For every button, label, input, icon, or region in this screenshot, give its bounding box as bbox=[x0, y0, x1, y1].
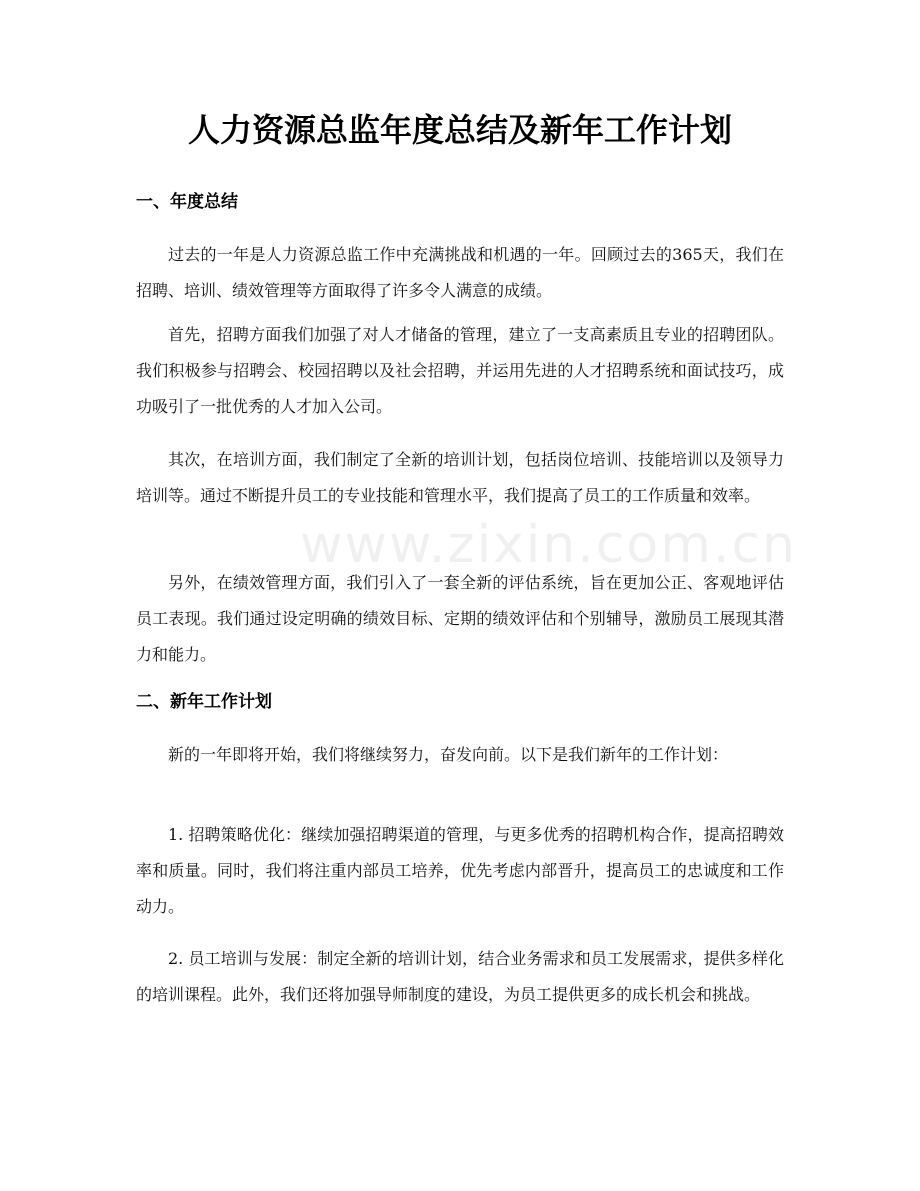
paragraph-plan-intro: 新的一年即将开始，我们将继续努力，奋发向前。以下是我们新年的工作计划： bbox=[168, 745, 729, 764]
paragraph-plan-item-2: 2. 员工培训与发展：制定全新的培训计划，结合业务需求和员工发展需求，提供多样化的培训课程。此外，我们还将加强导师制度的建设，为员工提供更多的成长机会和挑战。 bbox=[136, 949, 784, 1004]
paragraph-plan-item-1: 1. 招聘策略优化：继续加强招聘渠道的管理，与更多优秀的招聘机构合作，提高招聘效率和质量。同时，我们将注重内部员工培养，优先考虑内部晋升，提高员工的忠诚度和工作动力。 bbox=[136, 825, 784, 916]
paragraph-training: 其次，在培训方面，我们制定了全新的培训计划，包括岗位培训、技能培训以及领导力培训等。通过不断提升员工的专业技能和管理水平，我们提高了员工的工作质量和效率。 bbox=[136, 450, 784, 505]
watermark: www.zixin.com.cn bbox=[300, 515, 797, 575]
paragraph-recruitment: 首先，招聘方面我们加强了对人才储备的管理，建立了一支高素质且专业的招聘团队。我们积极参与招聘会、校园招聘以及社会招聘，并运用先进的人才招聘系统和面试技巧，成功吸引了一批优秀的人才加入公司。 bbox=[136, 325, 784, 416]
section-heading-new-year-plan: 二、新年工作计划 bbox=[136, 692, 272, 712]
paragraph-performance: 另外，在绩效管理方面，我们引入了一套全新的评估系统，旨在更加公正、客观地评估员工表现。我们通过设定明确的绩效目标、定期的绩效评估和个别辅导，激励员工展现其潜力和能力。 bbox=[136, 573, 784, 664]
paragraph-annual-intro: 过去的一年是人力资源总监工作中充满挑战和机遇的一年。回顾过去的365天，我们在招聘、培训、绩效管理等方面取得了许多令人满意的成绩。 bbox=[136, 245, 784, 300]
section-heading-annual-summary: 一、年度总结 bbox=[136, 192, 238, 212]
document-title: 人力资源总监年度总结及新年工作计划 bbox=[187, 111, 732, 149]
